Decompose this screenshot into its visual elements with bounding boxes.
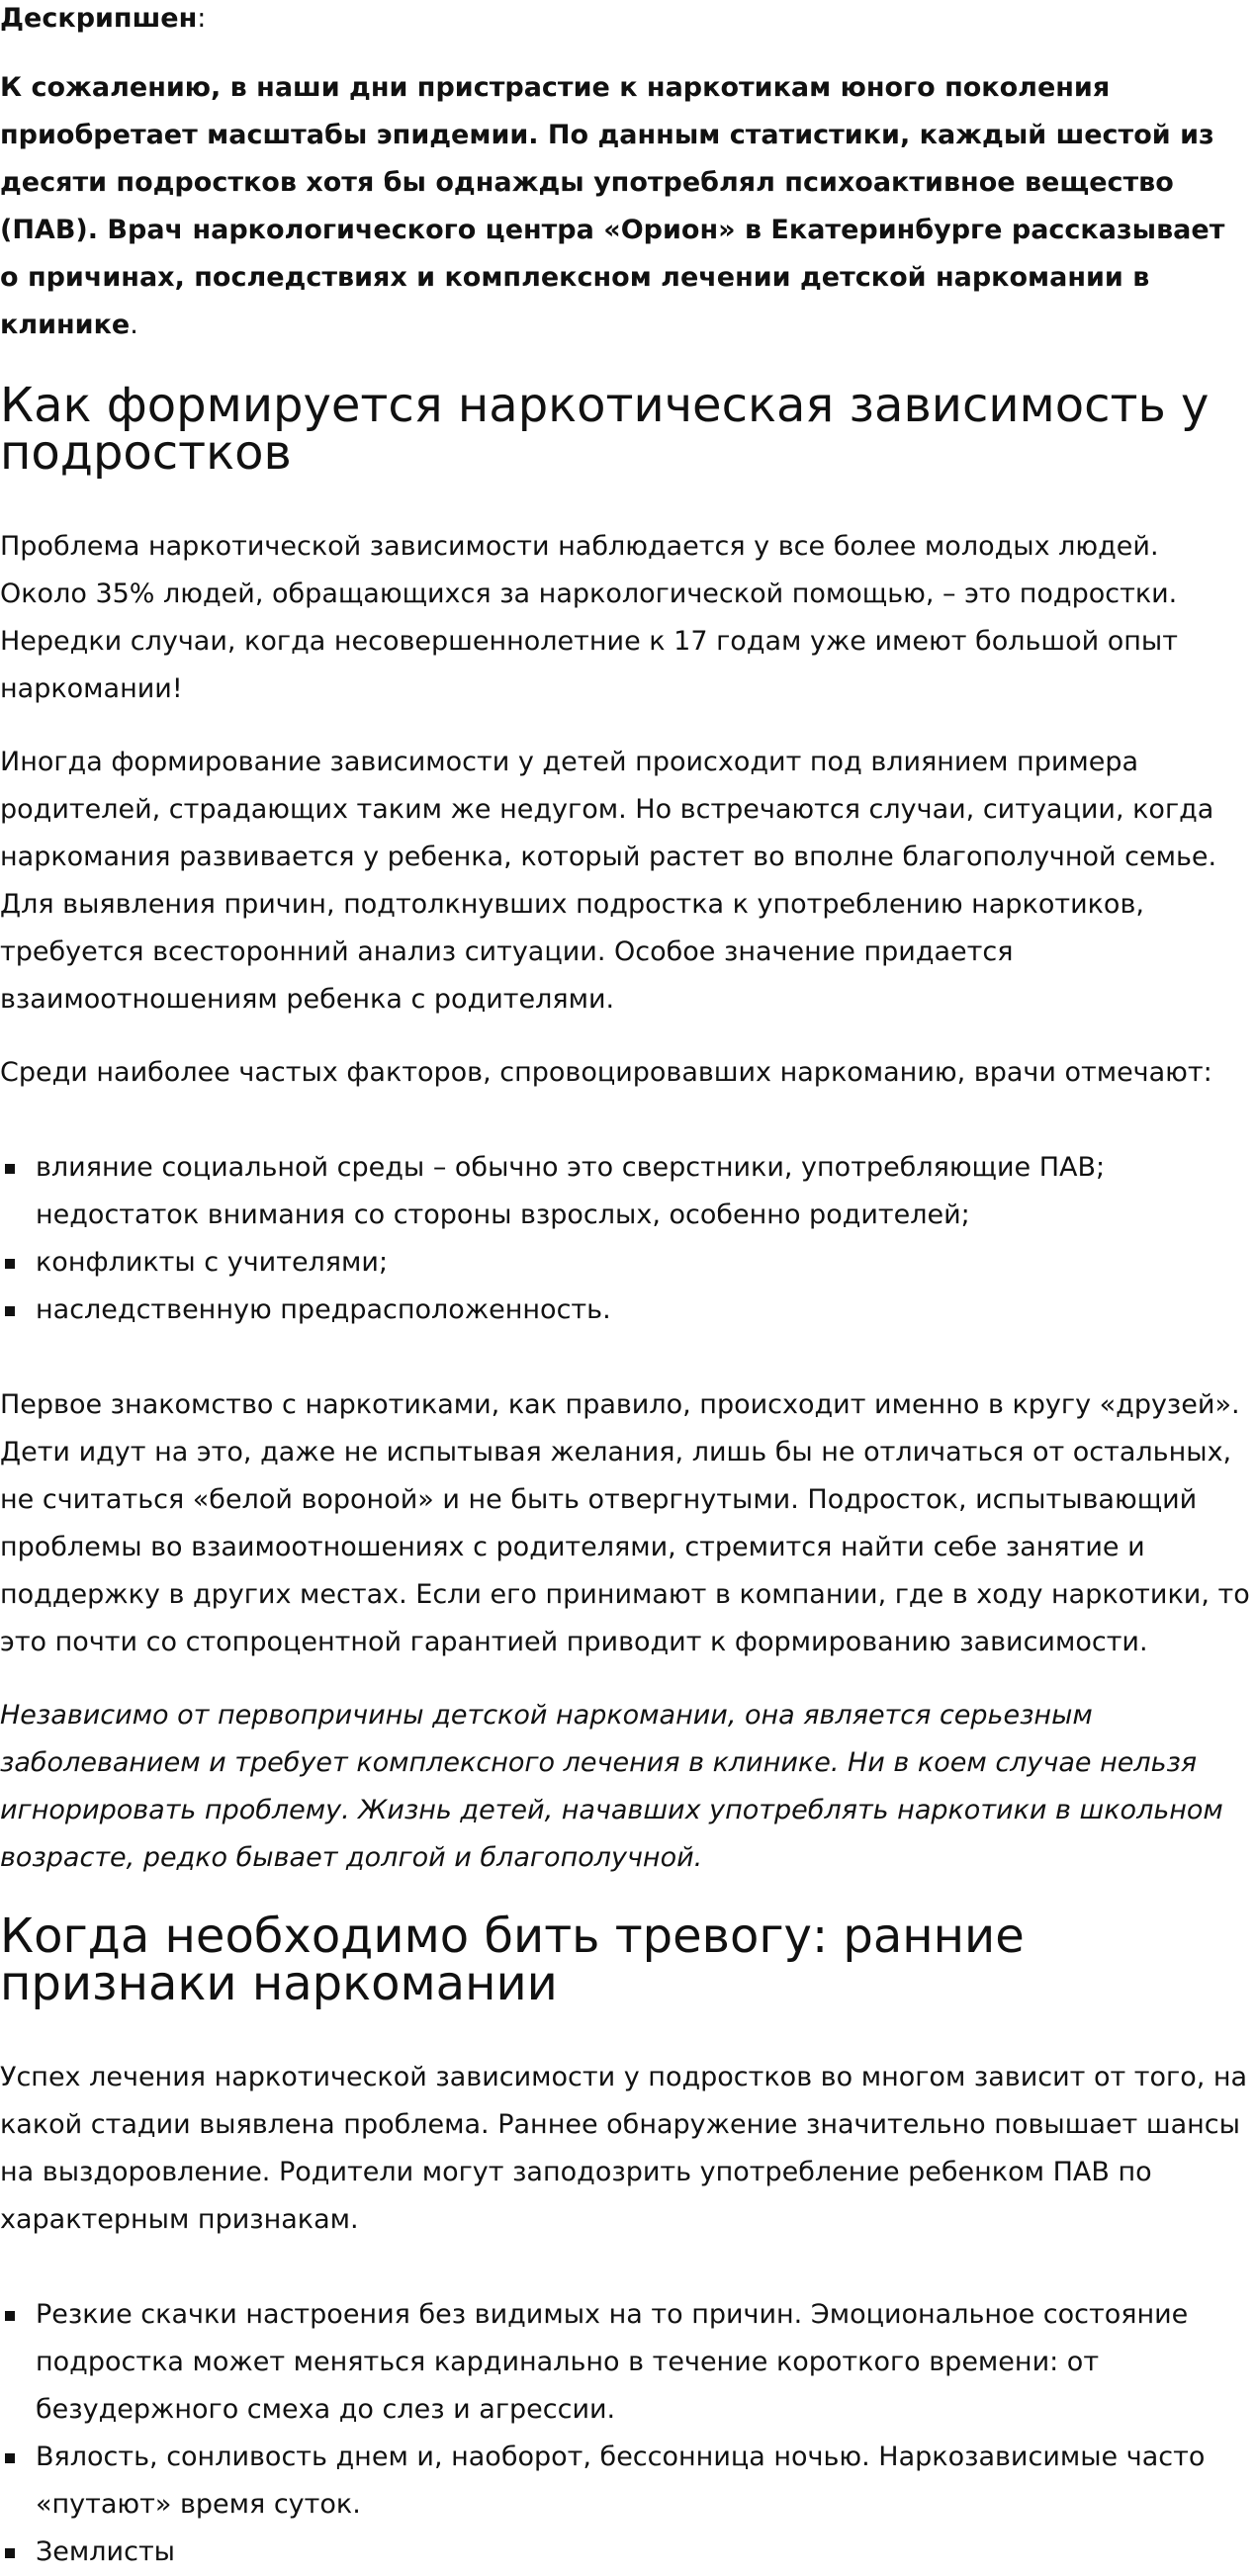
section-heading-formation: Как формируется наркотическая зависимость у подростков [0, 378, 1210, 481]
paragraph: Среди наиболее частых факторов, спровоцировавших наркоманию, врачи отмечают: [0, 1057, 1212, 1088]
paragraph: Первое знакомство с наркотиками, как правило, происходит именно в кругу «друзей». Дети идут на это, даже не испытывая желания, лишь бы не отличаться от остальных, не считаться «белой вороной» и не быть отвергнутыми. Подросток, испытывающий проблемы во взаимоотношениях с родителями, стремится найти себе занятие и поддержку в других местах. Если его принимают в компании, где в ходу наркотики, то это почти со стопроцентной гарантией приводит к формированию зависимости. [0, 1389, 1250, 1657]
list-item [0, 1239, 1252, 1287]
square-bullet-icon [5, 2548, 15, 2558]
list-item [0, 2434, 1252, 2529]
list-item-text: Вялость, сонливость днем и, наоборот, бессонница ночью. Наркозависимые часто «путают» время суток. [36, 2442, 1206, 2520]
italic-paragraph: Независимо от первопричины детской наркомании, она является серьезным заболеванием и требует комплексного лечения в клинике. Ни в коем случае нельзя игнорировать проблему. Жизнь детей, начавших употреблять наркотики в школьном возрасте, редко бывает долгой и благополучной. [0, 1700, 1223, 1873]
paragraph: Иногда формирование зависимости у детей происходит под влиянием примера родителей, страдающих таким же недугом. Но встречаются случаи, ситуации, когда наркомания развивается у ребенка, который растет во вполне благополучной семье. Для выявления причин, подтолкнувших подростка к употреблению наркотиков, требуется всесторонний анализ ситуации. Особое значение придается взаимоотношениям ребенка с родителями. [0, 747, 1217, 1015]
square-bullet-icon [5, 1306, 15, 1316]
lead-paragraph [0, 64, 1252, 349]
paragraph: Проблема наркотической зависимости наблюдается у все более молодых людей. Около 35% людей, обращающихся за наркологической помощью, – это подростки. Нередки случаи, когда несовершеннолетние к 17 годам уже имеют большой опыт наркомании! [0, 531, 1178, 704]
description-label-line [0, 0, 1252, 43]
list-item [0, 2529, 1252, 2576]
square-bullet-icon [5, 1259, 15, 1269]
list-item-text: наследственную предрасположенность. [36, 1294, 611, 1325]
description-label-colon: : [197, 3, 207, 34]
signs-list [0, 2291, 1252, 2576]
description-label: Дескрипшен [0, 3, 198, 34]
square-bullet-icon [5, 2453, 15, 2463]
lead-text: К сожалению, в наши дни пристрастие к наркотикам юного поколения приобретает масштабы эпидемии. По данным статистики, каждый шестой из десяти подростков хотя бы однажды употреблял психоактивное вещество (ПАВ). Врач наркологического центра «Орион» в Екатеринбурге рассказывает о причинах, последствиях и комплексном лечении детской наркомании в клинике [0, 72, 1225, 340]
section-heading-early-signs: Когда необходимо бить тревогу: ранние признаки наркомании [0, 1909, 1025, 2011]
list-item-text: Землисты [36, 2536, 175, 2567]
paragraph: Успех лечения наркотической зависимости у подростков во многом зависит от того, на какой стадии выявлена проблема. Раннее обнаружение значительно повышает шансы на выздоровление. Родители могут заподозрить употребление ребенком ПАВ по характерным признакам. [0, 2062, 1248, 2235]
list-item-text: конфликты с учителями; [36, 1247, 389, 1278]
list-item [0, 1287, 1252, 1334]
list-item-text: влияние социальной среды – обычно это сверстники, употребляющие ПАВ; недостаток внимания со стороны взрослых, особенно родителей; [36, 1152, 1106, 1230]
list-item-text: Резкие скачки настроения без видимых на то причин. Эмоциональное состояние подростка может меняться кардинально в течение короткого времени: от безудержного смеха до слез и агрессии. [36, 2299, 1189, 2425]
list-item [0, 2291, 1252, 2434]
lead-period: . [130, 310, 138, 340]
factors-list [0, 1144, 1252, 1334]
list-item [0, 1144, 1252, 1239]
square-bullet-icon [5, 1164, 15, 1174]
square-bullet-icon [5, 2311, 15, 2321]
